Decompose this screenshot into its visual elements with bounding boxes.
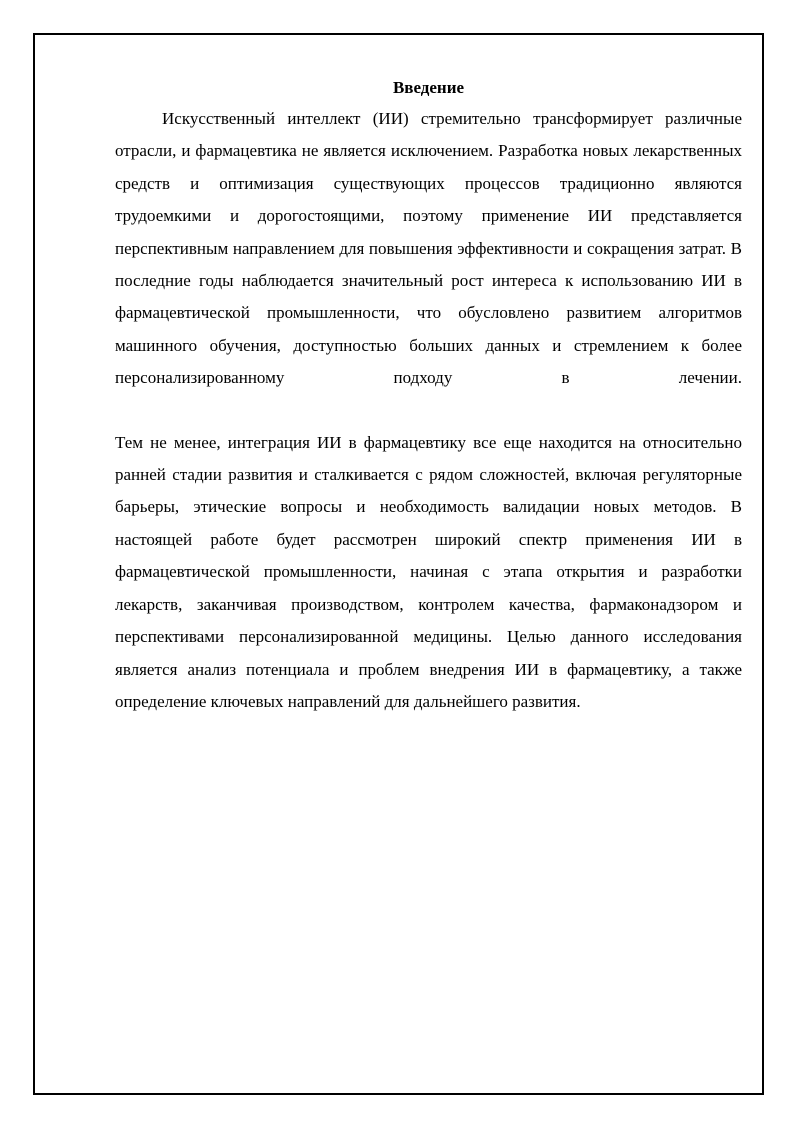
paragraph-spacer (115, 395, 742, 427)
paragraph-second: Тем не менее, интеграция ИИ в фармацевтику все еще находится на относительно ранней стадии развития и сталкивается с рядом сложностей, включая регуляторные барьеры, этические вопросы и необходимость валидации новых методов. В настоящей работе будет рассмотрен широкий спектр применения ИИ в фармацевтической промышленности, начиная с этапа открытия и разработки лекарств, заканчивая производством, контролем качества, фармаконадзором и перспективами персонализированной медицины. Целью данного исследования является анализ потенциала и проблем внедрения ИИ в фармацевтику, а также определение ключевых направлений для дальнейшего развития. (115, 432, 742, 711)
section-title: Введение (392, 78, 465, 97)
document-body (115, 75, 742, 718)
paragraph-intro: Искусственный интеллект (ИИ) стремительно трансформирует различные отрасли, и фармацевтика не является исключением. Разработка новых лекарственных средств и оптимизация существующих процессов традиционно являются трудоемкими и дорогостоящими, поэтому применение ИИ представляется перспективным направлением для повышения эффективности и сокращения затрат. В последние годы наблюдается значительный рост интереса к использованию ИИ в фармацевтической промышленности, что обусловлено развитием алгоритмов машинного обучения, доступностью больших данных и стремлением к более персонализированному подходу в лечении. (115, 109, 742, 388)
